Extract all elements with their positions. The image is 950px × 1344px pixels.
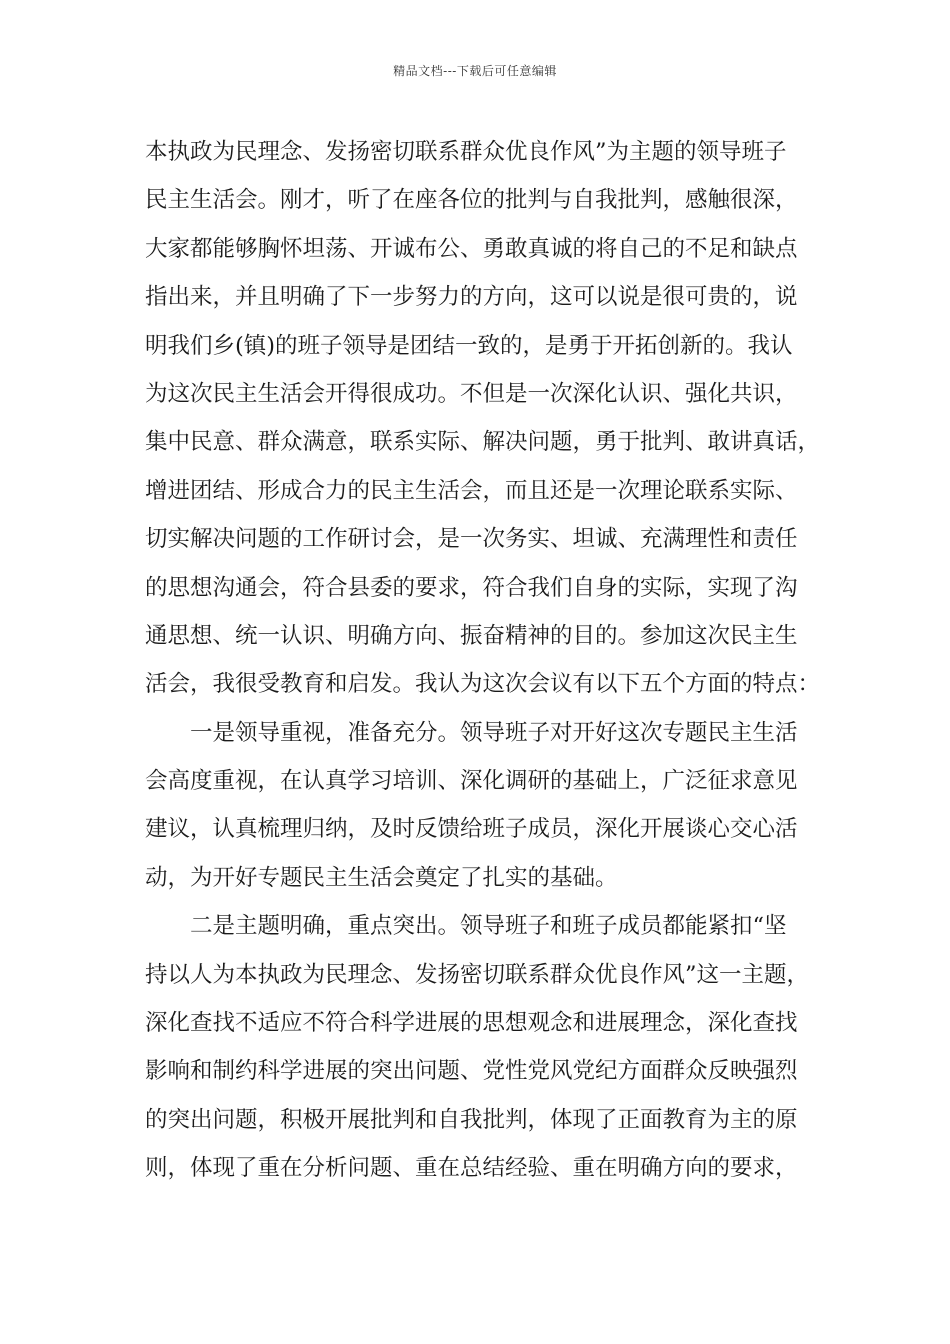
text-line: 二是主题明确，重点突出。领导班子和班子成员都能紧扣“坚 xyxy=(190,913,787,940)
text-line: 民主生活会。刚才，听了在座各位的批判与自我批判，感触很深， xyxy=(145,187,798,214)
body-text xyxy=(145,128,825,1193)
text-line: 本执政为民理念、发扬密切联系群众优良作风”为主题的领导班子 xyxy=(145,139,787,165)
text-line: 深化查找不适应不符合科学进展的思想观念和进展理念，深化查找 xyxy=(145,1010,798,1037)
text-line: 为这次民主生活会开得很成功。不但是一次深化认识、强化共识， xyxy=(145,380,798,407)
page-header: 精品文档---下载后可任意编辑 xyxy=(393,64,557,78)
text-line: 增进团结、形成合力的民主生活会，而且还是一次理论联系实际、 xyxy=(145,477,798,504)
text-line: 集中民意、群众满意，联系实际、解决问题，勇于批判、敢讲真话， xyxy=(145,429,821,456)
text-line: 切实解决问题的工作研讨会，是一次务实、坦诚、充满理性和责任 xyxy=(145,526,798,553)
text-line: 通思想、统一认识、明确方向、振奋精神的目的。参加这次民主生 xyxy=(145,622,798,649)
text-line: 明我们乡(镇)的班子领导是团结一致的，是勇于开拓创新的。我认 xyxy=(145,332,793,359)
text-line: 建议，认真梳理归纳，及时反馈给班子成员，深化开展谈心交心活 xyxy=(145,816,798,843)
text-line: 一是领导重视，准备充分。领导班子对开好这次专题民主生活 xyxy=(190,719,798,746)
text-line: 的突出问题，积极开展批判和自我批判，体现了正面教育为主的原 xyxy=(145,1106,798,1133)
text-line: 动，为开好专题民主生活会奠定了扎实的基础。 xyxy=(145,864,618,891)
text-line: 则，体现了重在分析问题、重在总结经验、重在明确方向的要求， xyxy=(145,1155,798,1182)
text-line: 的思想沟通会，符合县委的要求，符合我们自身的实际，实现了沟 xyxy=(145,574,798,601)
text-line: 活会，我很受教育和启发。我认为这次会议有以下五个方面的特点： xyxy=(145,671,821,698)
text-line: 影响和制约科学进展的突出问题、党性党风党纪方面群众反映强烈 xyxy=(145,1058,798,1085)
text-line: 指出来，并且明确了下一步努力的方向，这可以说是很可贵的，说 xyxy=(145,284,798,311)
text-line: 会高度重视，在认真学习培训、深化调研的基础上，广泛征求意见 xyxy=(145,768,798,795)
text-line: 大家都能够胸怀坦荡、开诚布公、勇敢真诚的将自己的不足和缺点 xyxy=(145,235,798,262)
text-line: 持以人为本执政为民理念、发扬密切联系群众优良作风”这一主题， xyxy=(145,961,810,988)
